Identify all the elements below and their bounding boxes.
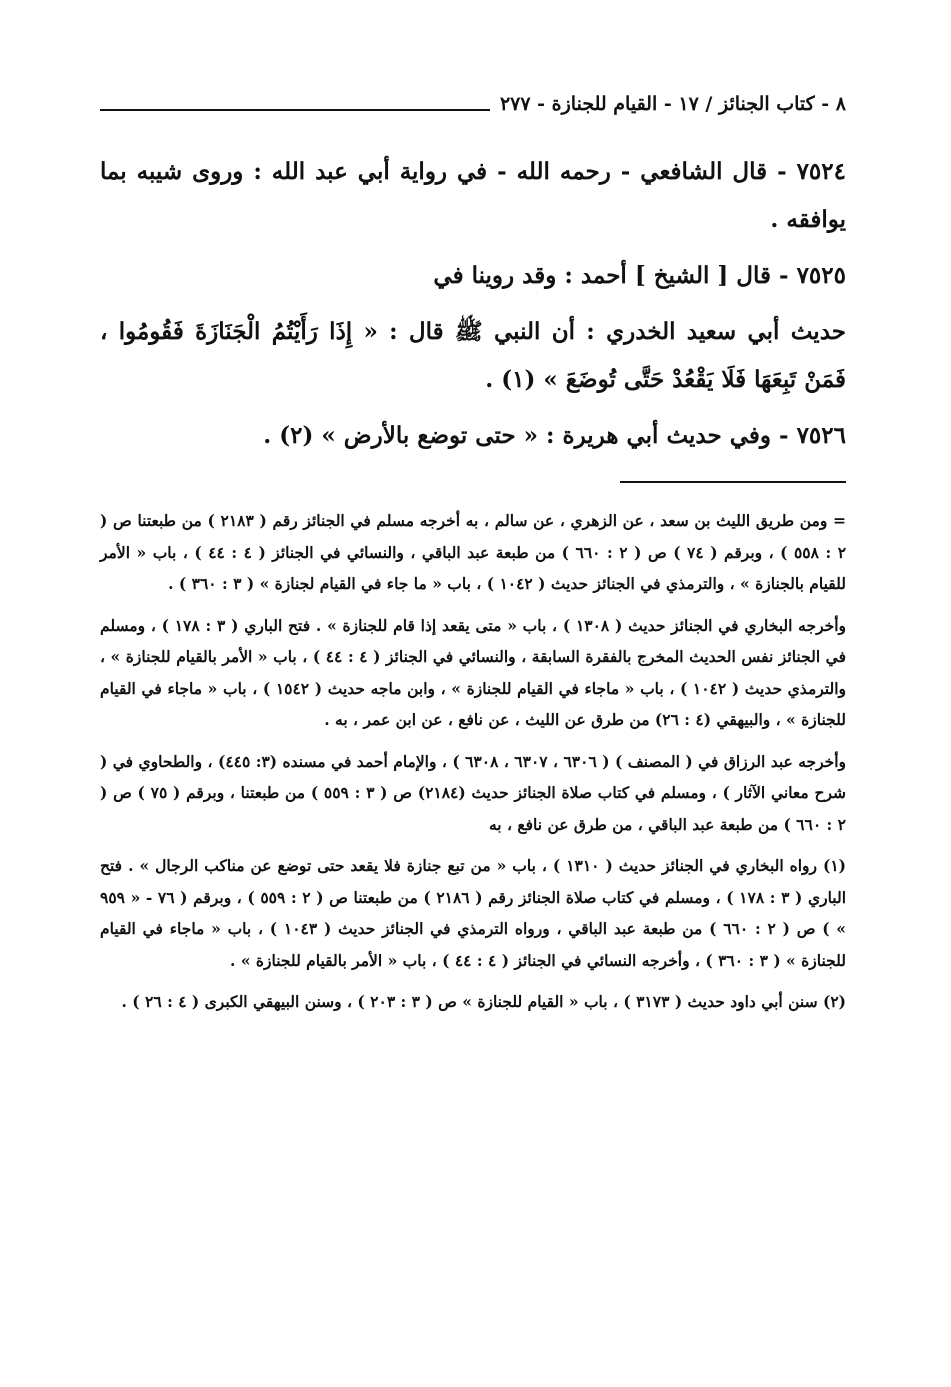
running-title: ٨ - كتاب الجنائز / ١٧ - القيام للجنازة - ٢٧٧ [499,93,846,115]
footnote-separator [620,481,846,483]
entry-7526: ٧٥٢٦ - وفي حديث أبي هريرة : « حتى توضع بالأرض » (٢) . [263,422,846,449]
footnote-1: (١) رواه البخاري في الجنائز حديث ( ١٣١٠ ) ، باب « من تبع جنازة فلا يقعد حتى توضع عن مناكب الرجال » . فتح الباري ( ٣ : ١٧٨ ) ، ومسلم في كتاب صلاة الجنائز رقم ( ٢١٨٦ ) من طبعتنا ص ( ٢ : ٥٥٩ ) ، وبرقم ( ٧٦ - « ٩٥٩ » ) ص ( ٢ : ٦٦٠ ) من طبعة عبد الباقي ، ورواه الترمذي في الجنائز حديث ( ١٠٤٣ ) ، باب « ماجاء في القيام للجنازة » ( ٣ : ٣٦٠ ) ، وأخرجه النسائي في الجنائز ( ٤ : ٤٤ ) ، باب « الأمر بالقيام للجنازة » . [100,856,847,970]
book-page [100,0,846,1387]
footnote-paragraph: وأخرجه عبد الرزاق في ( المصنف ) ( ٦٣٠٦ ، ٦٣٠٧ ، ٦٣٠٨ ) ، والإمام أحمد في مسنده (٣: ٤٤٥) ، والطحاوي في ( شرح معاني الآثار ) ، ومسلم في كتاب صلاة الجنائز حديث (٢١٨٤) ص ( ٣ : ٥٥٩ ) من طبعتنا ، وبرقم ( ٧٥ ) ص ( ٢ : ٦٦٠ ) من طبعة عبد الباقي ، من طرق عن نافع ، به [100,751,847,834]
footnote-paragraph: وأخرجه البخاري في الجنائز حديث ( ١٣٠٨ ) ، باب « متى يقعد إذا قام للجنازة » . فتح الباري ( ٣ : ١٧٨ ) ، ومسلم في الجنائز نفس الحديث المخرج بالفقرة السابقة ، والنسائي في الجنائز ( ٤ : ٤٤ ) ، باب « الأمر بالقيام للجنازة » ، والترمذي حديث ( ١٠٤٢ ) ، باب « ماجاء في القيام للجنازة » ، وابن ماجه حديث ( ١٥٤٢ ) ، باب « ماجاء في القيام للجنازة » ، والبيهقي (٤ : ٢٦) من طرق عن الليث ، عن نافع ، عن ابن عمر ، به . [100,615,847,729]
entry-7525: ٧٥٢٥ - قال [ الشيخ ] أحمد : وقد روينا في [433,262,846,289]
footnote-2: (٢) سنن أبي داود حديث ( ٣١٧٣ ) ، باب « القيام للجنازة » ص ( ٣ : ٢٠٣ ) ، وسنن البيهقي الكبرى ( ٤ : ٢٦ ) . [121,992,846,1011]
main-text [100,148,846,460]
footnotes [100,505,846,1028]
entry-7525-hadith: حديث أبي سعيد الخدري : أن النبي ﷺ قال : « إِذَا رَأَيْتُمُ الْجَنَازَةَ فَقُومُوا ، فَمَنْ تَبِعَهَا فَلَا يَقْعُدْ حَتَّى تُوضَعَ » (١) . [100,318,846,393]
entry-7524: ٧٥٢٤ - قال الشافعي - رحمه الله - في رواية أبي عبد الله : وروى شيبه بما يوافقه . [100,158,846,233]
header-rule [100,109,490,111]
running-header [100,88,846,118]
footnote-continuation: = ومن طريق الليث بن سعد ، عن الزهري ، عن سالم ، به أخرجه مسلم في الجنائز رقم ( ٢١٨٣ ) من طبعتنا ص ( ٢ : ٥٥٨ ) ، وبرقم ( ٧٤ ) ص ( ٢ : ٦٦٠ ) من طبعة عبد الباقي ، والنسائي في الجنائز ( ٤ : ٤٤ ) ، باب « الأمر للقيام بالجنازة » ، والترمذي في الجنائز حديث ( ١٠٤٢ ) ، باب « ما جاء في القيام لجنازة » ( ٣ : ٣٦٠ ) . [100,511,847,593]
